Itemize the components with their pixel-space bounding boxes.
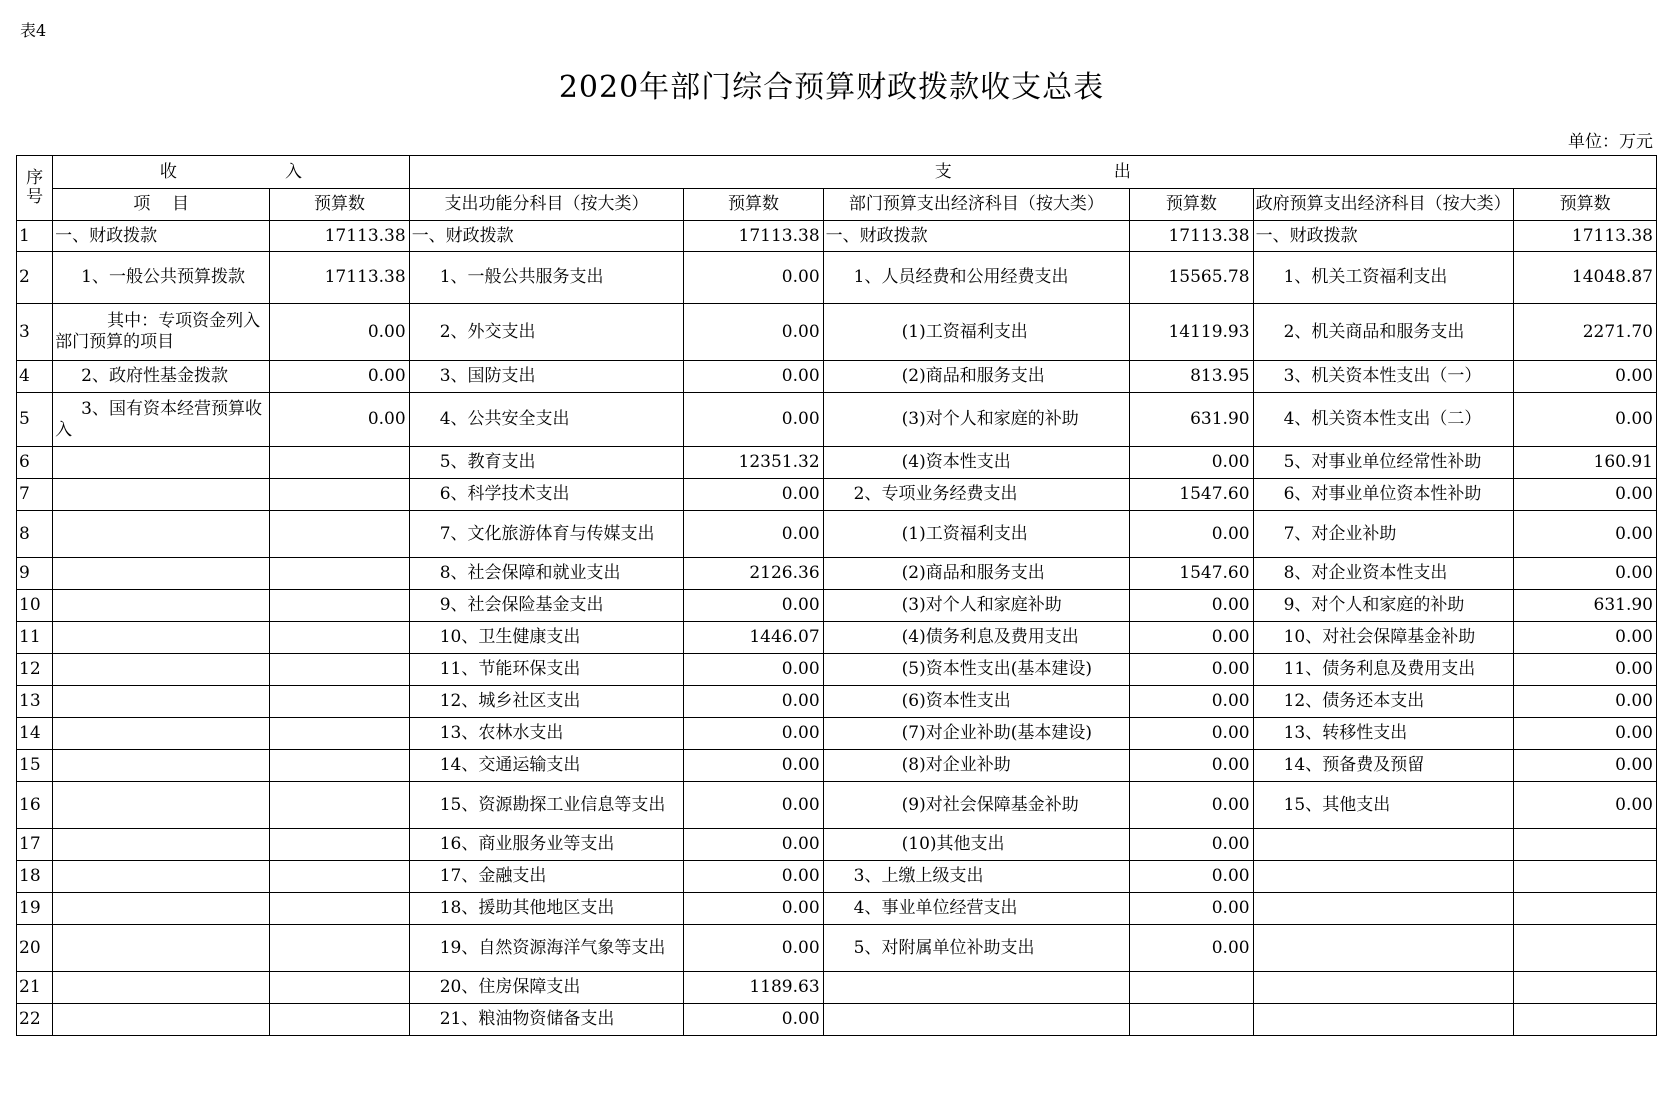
row-seq: 9 — [17, 558, 53, 590]
func-budget: 0.00 — [684, 479, 823, 511]
income-item — [53, 622, 270, 654]
row-seq: 20 — [17, 925, 53, 972]
dept-item: 2、专项业务经费支出 — [823, 479, 1129, 511]
gov-item: 一、财政拨款 — [1253, 221, 1514, 252]
dept-item: (4)债务利息及费用支出 — [823, 622, 1129, 654]
gov-budget: 0.00 — [1514, 393, 1657, 447]
func-item: 14、交通运输支出 — [409, 750, 684, 782]
dept-item: (6)资本性支出 — [823, 686, 1129, 718]
func-item: 4、公共安全支出 — [409, 393, 684, 447]
func-item: 15、资源勘探工业信息等支出 — [409, 782, 684, 829]
row-seq: 1 — [17, 221, 53, 252]
dept-item: (4)资本性支出 — [823, 447, 1129, 479]
dept-budget: 0.00 — [1130, 447, 1253, 479]
income-item — [53, 750, 270, 782]
income-budget — [270, 1004, 409, 1036]
table-row — [17, 1004, 1657, 1036]
table-row — [17, 361, 1657, 393]
dept-budget: 0.00 — [1130, 654, 1253, 686]
row-seq: 2 — [17, 252, 53, 304]
gov-budget — [1514, 925, 1657, 972]
table-row — [17, 590, 1657, 622]
gov-item — [1253, 972, 1514, 1004]
func-budget: 0.00 — [684, 252, 823, 304]
func-item: 1、一般公共服务支出 — [409, 252, 684, 304]
gov-budget — [1514, 829, 1657, 861]
header-dept-subject: 部门预算支出经济科目（按大类） — [823, 189, 1129, 221]
table-row — [17, 893, 1657, 925]
gov-item — [1253, 925, 1514, 972]
func-budget: 0.00 — [684, 304, 823, 361]
header-gov-subject: 政府预算支出经济科目（按大类） — [1253, 189, 1514, 221]
func-budget: 0.00 — [684, 511, 823, 558]
func-budget: 0.00 — [684, 1004, 823, 1036]
page-title: 2020年部门综合预算财政拨款收支总表 — [558, 70, 1105, 105]
dept-budget: 0.00 — [1130, 750, 1253, 782]
func-item: 13、农林水支出 — [409, 718, 684, 750]
gov-item: 13、转移性支出 — [1253, 718, 1514, 750]
income-budget: 0.00 — [270, 361, 409, 393]
table-row — [17, 829, 1657, 861]
dept-budget: 0.00 — [1130, 686, 1253, 718]
income-item — [53, 861, 270, 893]
func-item: 21、粮油物资储备支出 — [409, 1004, 684, 1036]
row-seq: 16 — [17, 782, 53, 829]
dept-item: (7)对企业补助(基本建设) — [823, 718, 1129, 750]
income-budget — [270, 718, 409, 750]
dept-item: (10)其他支出 — [823, 829, 1129, 861]
gov-item: 8、对企业资本性支出 — [1253, 558, 1514, 590]
header-income: 收 入 — [53, 156, 410, 189]
income-budget — [270, 686, 409, 718]
income-item: 3、国有资本经营预算收入 — [53, 393, 270, 447]
income-budget — [270, 829, 409, 861]
func-budget: 0.00 — [684, 750, 823, 782]
gov-item — [1253, 893, 1514, 925]
gov-budget: 0.00 — [1514, 511, 1657, 558]
dept-budget: 1547.60 — [1130, 479, 1253, 511]
dept-budget: 813.95 — [1130, 361, 1253, 393]
table-number-label: 表4 — [20, 21, 47, 40]
header-gov-budget: 预算数 — [1514, 189, 1657, 221]
gov-budget: 14048.87 — [1514, 252, 1657, 304]
dept-budget: 0.00 — [1130, 861, 1253, 893]
income-item — [53, 718, 270, 750]
dept-budget — [1130, 1004, 1253, 1036]
row-seq: 15 — [17, 750, 53, 782]
gov-budget: 0.00 — [1514, 558, 1657, 590]
gov-item: 2、机关商品和服务支出 — [1253, 304, 1514, 361]
table-row — [17, 750, 1657, 782]
func-budget: 0.00 — [684, 654, 823, 686]
table-row — [17, 972, 1657, 1004]
row-seq: 8 — [17, 511, 53, 558]
func-item: 6、科学技术支出 — [409, 479, 684, 511]
header-seq: 序号 — [17, 156, 53, 221]
dept-budget: 0.00 — [1130, 622, 1253, 654]
income-item: 1、一般公共预算拨款 — [53, 252, 270, 304]
row-seq: 3 — [17, 304, 53, 361]
gov-item: 1、机关工资福利支出 — [1253, 252, 1514, 304]
table-row — [17, 304, 1657, 361]
func-item: 17、金融支出 — [409, 861, 684, 893]
row-seq: 21 — [17, 972, 53, 1004]
income-budget — [270, 447, 409, 479]
income-item — [53, 1004, 270, 1036]
gov-item: 3、机关资本性支出（一） — [1253, 361, 1514, 393]
func-budget: 0.00 — [684, 686, 823, 718]
row-seq: 19 — [17, 893, 53, 925]
func-item: 12、城乡社区支出 — [409, 686, 684, 718]
gov-budget — [1514, 893, 1657, 925]
gov-item: 15、其他支出 — [1253, 782, 1514, 829]
func-budget: 0.00 — [684, 393, 823, 447]
header-dept-budget: 预算数 — [1130, 189, 1253, 221]
dept-budget: 14119.93 — [1130, 304, 1253, 361]
gov-item: 14、预备费及预留 — [1253, 750, 1514, 782]
row-seq: 10 — [17, 590, 53, 622]
income-budget — [270, 925, 409, 972]
income-item — [53, 511, 270, 558]
func-budget: 0.00 — [684, 718, 823, 750]
gov-item: 7、对企业补助 — [1253, 511, 1514, 558]
func-item: 8、社会保障和就业支出 — [409, 558, 684, 590]
dept-budget: 15565.78 — [1130, 252, 1253, 304]
gov-budget: 0.00 — [1514, 718, 1657, 750]
func-item: 3、国防支出 — [409, 361, 684, 393]
income-item: 其中：专项资金列入部门预算的项目 — [53, 304, 270, 361]
dept-budget: 0.00 — [1130, 925, 1253, 972]
row-seq: 4 — [17, 361, 53, 393]
row-seq: 18 — [17, 861, 53, 893]
row-seq: 5 — [17, 393, 53, 447]
row-seq: 7 — [17, 479, 53, 511]
gov-budget: 2271.70 — [1514, 304, 1657, 361]
dept-item: 一、财政拨款 — [823, 221, 1129, 252]
gov-budget: 631.90 — [1514, 590, 1657, 622]
income-budget: 0.00 — [270, 393, 409, 447]
dept-item: (8)对企业补助 — [823, 750, 1129, 782]
dept-item: (1)工资福利支出 — [823, 511, 1129, 558]
income-budget — [270, 972, 409, 1004]
func-item: 一、财政拨款 — [409, 221, 684, 252]
income-item — [53, 654, 270, 686]
dept-budget: 1547.60 — [1130, 558, 1253, 590]
header-func-subject: 支出功能分科目（按大类） — [409, 189, 684, 221]
income-item — [53, 925, 270, 972]
income-item — [53, 782, 270, 829]
income-budget: 0.00 — [270, 304, 409, 361]
gov-budget: 0.00 — [1514, 479, 1657, 511]
func-item: 2、外交支出 — [409, 304, 684, 361]
func-budget: 1446.07 — [684, 622, 823, 654]
income-budget: 17113.38 — [270, 252, 409, 304]
income-item — [53, 829, 270, 861]
gov-item: 6、对事业单位资本性补助 — [1253, 479, 1514, 511]
table-row — [17, 447, 1657, 479]
dept-item: (3)对个人和家庭补助 — [823, 590, 1129, 622]
income-item: 一、财政拨款 — [53, 221, 270, 252]
gov-item — [1253, 1004, 1514, 1036]
func-item: 16、商业服务业等支出 — [409, 829, 684, 861]
row-seq: 6 — [17, 447, 53, 479]
row-seq: 22 — [17, 1004, 53, 1036]
unit-label: 单位：万元 — [1568, 132, 1653, 152]
header-func-budget: 预算数 — [684, 189, 823, 221]
dept-budget: 0.00 — [1130, 511, 1253, 558]
income-item — [53, 893, 270, 925]
func-budget: 0.00 — [684, 361, 823, 393]
header-income-item: 项 目 — [53, 189, 270, 221]
row-seq: 14 — [17, 718, 53, 750]
table-row — [17, 393, 1657, 447]
table-row — [17, 622, 1657, 654]
func-budget: 0.00 — [684, 861, 823, 893]
gov-budget: 0.00 — [1514, 361, 1657, 393]
gov-budget: 0.00 — [1514, 750, 1657, 782]
table-row — [17, 511, 1657, 558]
budget-table — [16, 155, 1657, 1036]
income-item — [53, 590, 270, 622]
gov-budget: 17113.38 — [1514, 221, 1657, 252]
func-budget: 0.00 — [684, 893, 823, 925]
func-budget: 0.00 — [684, 829, 823, 861]
income-budget — [270, 750, 409, 782]
dept-item: (2)商品和服务支出 — [823, 558, 1129, 590]
row-seq: 17 — [17, 829, 53, 861]
func-item: 19、自然资源海洋气象等支出 — [409, 925, 684, 972]
func-budget: 17113.38 — [684, 221, 823, 252]
gov-budget: 0.00 — [1514, 782, 1657, 829]
dept-item: 4、事业单位经营支出 — [823, 893, 1129, 925]
income-budget — [270, 654, 409, 686]
dept-item: (5)资本性支出(基本建设) — [823, 654, 1129, 686]
gov-item: 11、债务利息及费用支出 — [1253, 654, 1514, 686]
row-seq: 13 — [17, 686, 53, 718]
dept-item — [823, 972, 1129, 1004]
dept-budget: 0.00 — [1130, 893, 1253, 925]
dept-item: 3、上缴上级支出 — [823, 861, 1129, 893]
income-budget — [270, 479, 409, 511]
func-budget: 12351.32 — [684, 447, 823, 479]
func-item: 20、住房保障支出 — [409, 972, 684, 1004]
func-item: 18、援助其他地区支出 — [409, 893, 684, 925]
gov-item: 5、对事业单位经常性补助 — [1253, 447, 1514, 479]
header-income-budget: 预算数 — [270, 189, 409, 221]
gov-item — [1253, 829, 1514, 861]
table-row — [17, 925, 1657, 972]
func-budget: 0.00 — [684, 590, 823, 622]
dept-budget — [1130, 972, 1253, 1004]
dept-item: (1)工资福利支出 — [823, 304, 1129, 361]
gov-budget: 160.91 — [1514, 447, 1657, 479]
dept-item: (2)商品和服务支出 — [823, 361, 1129, 393]
table-row — [17, 718, 1657, 750]
gov-item — [1253, 861, 1514, 893]
table-row — [17, 861, 1657, 893]
income-budget — [270, 558, 409, 590]
income-budget — [270, 622, 409, 654]
income-item: 2、政府性基金拨款 — [53, 361, 270, 393]
row-seq: 11 — [17, 622, 53, 654]
income-item — [53, 447, 270, 479]
income-item — [53, 686, 270, 718]
income-item — [53, 972, 270, 1004]
gov-budget: 0.00 — [1514, 622, 1657, 654]
dept-item — [823, 1004, 1129, 1036]
income-budget: 17113.38 — [270, 221, 409, 252]
func-item: 5、教育支出 — [409, 447, 684, 479]
dept-budget: 0.00 — [1130, 590, 1253, 622]
table-row — [17, 558, 1657, 590]
income-item — [53, 479, 270, 511]
dept-item: (9)对社会保障基金补助 — [823, 782, 1129, 829]
func-budget: 2126.36 — [684, 558, 823, 590]
func-budget: 0.00 — [684, 925, 823, 972]
table-row — [17, 654, 1657, 686]
dept-budget: 0.00 — [1130, 718, 1253, 750]
dept-item: 5、对附属单位补助支出 — [823, 925, 1129, 972]
header-expense: 支 出 — [409, 156, 1656, 189]
func-budget: 1189.63 — [684, 972, 823, 1004]
gov-item: 9、对个人和家庭的补助 — [1253, 590, 1514, 622]
income-budget — [270, 861, 409, 893]
dept-budget: 631.90 — [1130, 393, 1253, 447]
table-row — [17, 686, 1657, 718]
gov-budget: 0.00 — [1514, 686, 1657, 718]
income-item — [53, 558, 270, 590]
dept-item: (3)对个人和家庭的补助 — [823, 393, 1129, 447]
income-budget — [270, 893, 409, 925]
gov-budget: 0.00 — [1514, 654, 1657, 686]
income-budget — [270, 590, 409, 622]
table-row — [17, 782, 1657, 829]
income-budget — [270, 782, 409, 829]
dept-budget: 17113.38 — [1130, 221, 1253, 252]
table-row — [17, 479, 1657, 511]
gov-item: 10、对社会保障基金补助 — [1253, 622, 1514, 654]
func-item: 11、节能环保支出 — [409, 654, 684, 686]
table-row — [17, 252, 1657, 304]
dept-item: 1、人员经费和公用经费支出 — [823, 252, 1129, 304]
func-budget: 0.00 — [684, 782, 823, 829]
gov-budget — [1514, 861, 1657, 893]
dept-budget: 0.00 — [1130, 782, 1253, 829]
table-row — [17, 221, 1657, 252]
dept-budget: 0.00 — [1130, 829, 1253, 861]
income-budget — [270, 511, 409, 558]
func-item: 7、文化旅游体育与传媒支出 — [409, 511, 684, 558]
gov-item: 4、机关资本性支出（二） — [1253, 393, 1514, 447]
row-seq: 12 — [17, 654, 53, 686]
gov-budget — [1514, 972, 1657, 1004]
func-item: 10、卫生健康支出 — [409, 622, 684, 654]
gov-budget — [1514, 1004, 1657, 1036]
gov-item: 12、债务还本支出 — [1253, 686, 1514, 718]
func-item: 9、社会保险基金支出 — [409, 590, 684, 622]
